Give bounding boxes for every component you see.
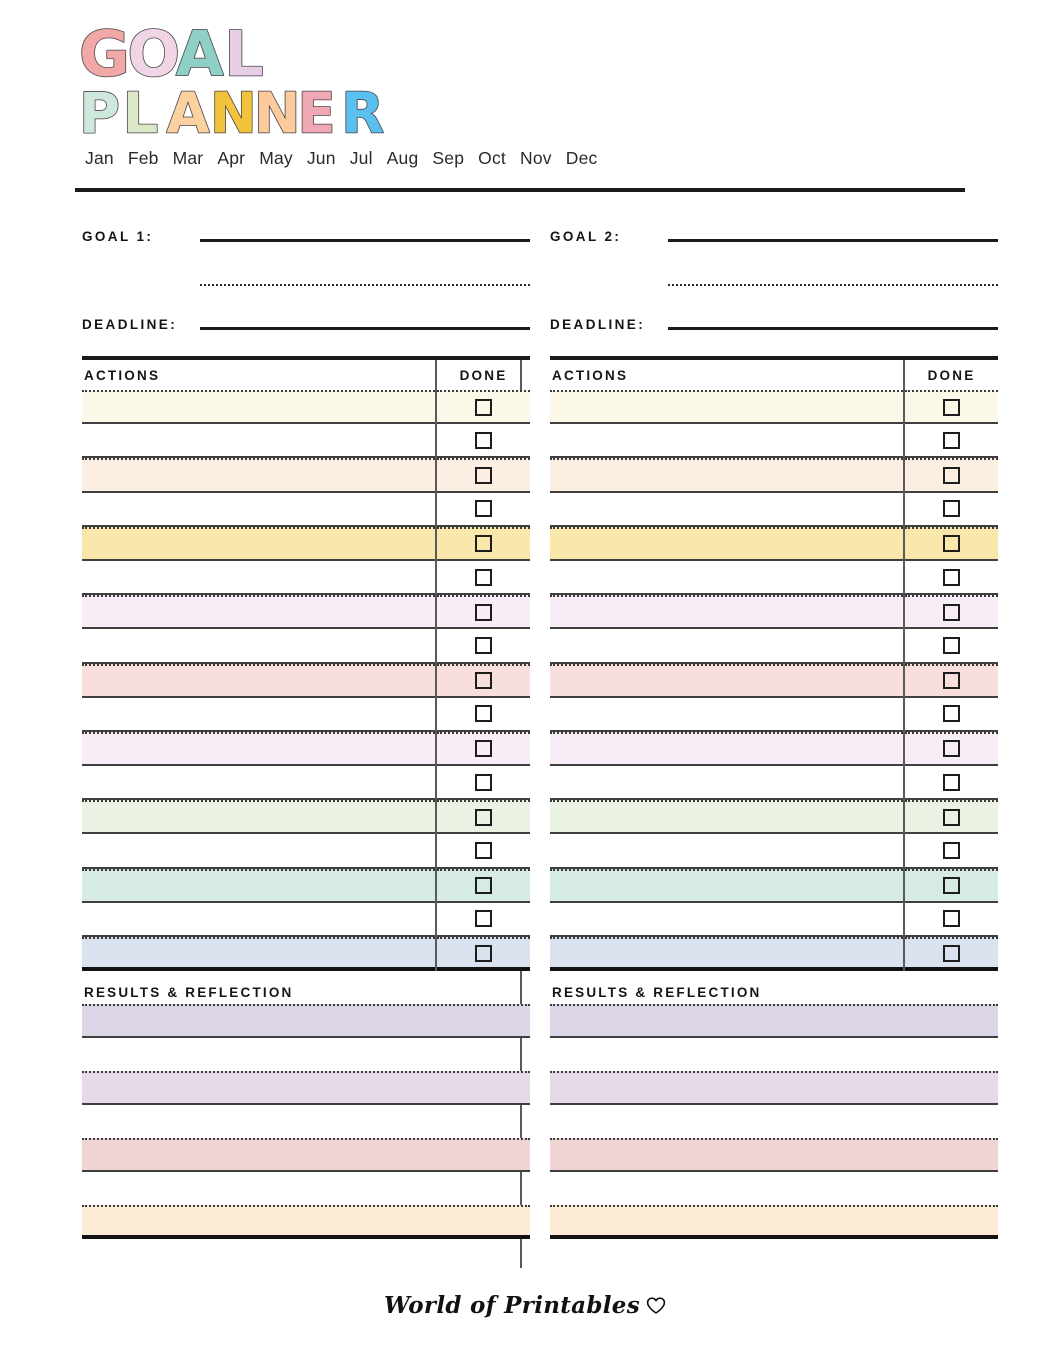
done-checkbox[interactable] [943, 809, 960, 826]
done-checkbox[interactable] [475, 604, 492, 621]
action-input-cell[interactable] [550, 664, 903, 698]
action-row [82, 903, 530, 937]
results-title: RESULTS & REFLECTION [84, 985, 294, 1001]
goal-note-input-line[interactable] [668, 284, 998, 286]
column-header-actions: ACTIONS [552, 367, 629, 383]
done-checkbox[interactable] [943, 637, 960, 654]
done-cell[interactable] [905, 493, 998, 527]
done-checkbox[interactable] [475, 500, 492, 517]
action-input-cell[interactable] [550, 527, 903, 561]
action-row [550, 493, 998, 527]
done-checkbox[interactable] [943, 399, 960, 416]
action-row [82, 629, 530, 663]
done-cell[interactable] [437, 732, 530, 766]
action-input-cell[interactable] [550, 800, 903, 834]
reflection-input-band[interactable] [82, 1071, 530, 1105]
done-cell[interactable] [437, 390, 530, 424]
action-row [550, 424, 998, 458]
action-row [550, 732, 998, 766]
action-row [82, 869, 530, 903]
action-input-cell[interactable] [550, 869, 903, 903]
month-dec[interactable]: Dec [565, 148, 598, 168]
action-input-cell[interactable] [82, 424, 435, 458]
action-input-cell[interactable] [550, 493, 903, 527]
action-input-cell[interactable] [550, 390, 903, 424]
action-row [82, 766, 530, 800]
action-row [550, 834, 998, 868]
done-checkbox[interactable] [475, 467, 492, 484]
goal-note-row [82, 246, 530, 290]
reflection-band-gap [82, 1105, 530, 1138]
done-cell[interactable] [905, 424, 998, 458]
title-letter: L [224, 18, 264, 86]
done-checkbox[interactable] [943, 432, 960, 449]
title-letter: P [79, 81, 121, 142]
month-feb[interactable]: Feb [127, 148, 159, 168]
done-checkbox[interactable] [943, 945, 960, 962]
done-checkbox[interactable] [475, 740, 492, 757]
action-row [550, 800, 998, 834]
reflection-input-band[interactable] [550, 1138, 998, 1172]
action-input-cell[interactable] [82, 561, 435, 595]
goal-label: GOAL 2: [550, 229, 622, 244]
results-reflection-section [82, 985, 530, 1239]
month-jul[interactable]: Jul [349, 148, 373, 168]
done-checkbox[interactable] [475, 432, 492, 449]
title-letter: O [127, 18, 181, 86]
month-sep[interactable]: Sep [432, 148, 465, 168]
done-checkbox[interactable] [475, 842, 492, 859]
done-checkbox[interactable] [943, 535, 960, 552]
month-may[interactable]: May [259, 148, 293, 168]
done-cell[interactable] [437, 903, 530, 937]
done-checkbox[interactable] [475, 774, 492, 791]
actions-table [550, 356, 998, 971]
done-checkbox[interactable] [943, 705, 960, 722]
done-cell[interactable] [905, 629, 998, 663]
action-row [550, 527, 998, 561]
column-header-actions: ACTIONS [84, 367, 161, 383]
done-cell[interactable] [437, 561, 530, 595]
heart-icon [646, 1297, 666, 1315]
deadline-input-line[interactable] [668, 327, 998, 330]
goal-note-input-line[interactable] [200, 284, 530, 286]
action-input-cell[interactable] [550, 629, 903, 663]
done-checkbox[interactable] [475, 535, 492, 552]
title-planner [75, 80, 475, 142]
title-letter: L [122, 81, 159, 142]
action-row [550, 561, 998, 595]
page-header [75, 18, 975, 169]
done-cell[interactable] [437, 527, 530, 561]
action-input-cell[interactable] [82, 458, 435, 492]
action-input-cell[interactable] [82, 390, 435, 424]
reflection-input-band[interactable] [550, 1205, 998, 1239]
done-checkbox[interactable] [943, 604, 960, 621]
title-letter: N [253, 81, 301, 142]
action-row [550, 664, 998, 698]
done-checkbox[interactable] [943, 500, 960, 517]
table-header-row [82, 360, 530, 390]
action-input-cell[interactable] [82, 800, 435, 834]
reflection-band-gap [82, 1172, 530, 1205]
action-row [550, 766, 998, 800]
action-row [82, 424, 530, 458]
done-cell[interactable] [905, 390, 998, 424]
done-cell[interactable] [905, 561, 998, 595]
done-cell[interactable] [437, 664, 530, 698]
done-cell[interactable] [905, 903, 998, 937]
done-checkbox[interactable] [475, 910, 492, 927]
done-cell[interactable] [437, 458, 530, 492]
action-input-cell[interactable] [550, 834, 903, 868]
action-row [82, 390, 530, 424]
action-row [82, 493, 530, 527]
goal-input-line[interactable] [668, 239, 998, 242]
deadline-field-row [82, 300, 530, 334]
done-cell[interactable] [437, 493, 530, 527]
deadline-label: DEADLINE: [550, 317, 646, 332]
done-checkbox[interactable] [475, 399, 492, 416]
action-row [82, 834, 530, 868]
action-row [82, 800, 530, 834]
action-row [82, 458, 530, 492]
done-cell[interactable] [905, 527, 998, 561]
results-title: RESULTS & REFLECTION [552, 985, 762, 1001]
done-cell[interactable] [437, 766, 530, 800]
title-letter: A [175, 18, 224, 86]
action-input-cell[interactable] [82, 903, 435, 937]
action-row [550, 595, 998, 629]
done-checkbox[interactable] [943, 842, 960, 859]
reflection-band-gap [550, 1172, 998, 1205]
title-letter: R [341, 81, 385, 142]
done-cell[interactable] [437, 595, 530, 629]
action-row [82, 595, 530, 629]
action-row [82, 527, 530, 561]
done-cell[interactable] [905, 732, 998, 766]
brand-mark [384, 1292, 666, 1319]
done-cell[interactable] [437, 869, 530, 903]
footer [0, 1292, 1050, 1319]
action-input-cell[interactable] [82, 527, 435, 561]
action-input-cell[interactable] [550, 937, 903, 971]
done-checkbox[interactable] [943, 774, 960, 791]
action-input-cell[interactable] [82, 629, 435, 663]
action-input-cell[interactable] [82, 698, 435, 732]
action-row [550, 869, 998, 903]
action-row [550, 937, 998, 971]
deadline-input-line[interactable] [200, 327, 530, 330]
action-row [82, 937, 530, 971]
done-checkbox[interactable] [475, 809, 492, 826]
goal-label: GOAL 1: [82, 229, 154, 244]
done-cell[interactable] [905, 698, 998, 732]
action-row [550, 629, 998, 663]
done-checkbox[interactable] [943, 740, 960, 757]
action-input-cell[interactable] [82, 937, 435, 971]
title-letter: G [79, 18, 130, 86]
done-checkbox[interactable] [943, 569, 960, 586]
done-checkbox[interactable] [475, 945, 492, 962]
action-input-cell[interactable] [550, 458, 903, 492]
title-letter: E [297, 81, 336, 142]
action-input-cell[interactable] [550, 698, 903, 732]
action-row [82, 732, 530, 766]
reflection-input-band[interactable] [82, 1138, 530, 1172]
table-header-row [550, 360, 998, 390]
title-letter: A [166, 81, 210, 142]
done-cell[interactable] [437, 834, 530, 868]
done-checkbox[interactable] [475, 877, 492, 894]
action-row [82, 664, 530, 698]
done-checkbox[interactable] [943, 910, 960, 927]
done-checkbox[interactable] [943, 672, 960, 689]
brand-name: World of Printables [384, 1292, 640, 1319]
month-oct[interactable]: Oct [478, 148, 506, 168]
done-cell[interactable] [437, 424, 530, 458]
month-mar[interactable]: Mar [172, 148, 204, 168]
columns-container [0, 212, 1050, 1239]
title-goal [75, 18, 475, 86]
goal-input-line[interactable] [200, 239, 530, 242]
action-input-cell[interactable] [550, 732, 903, 766]
month-apr[interactable]: Apr [217, 148, 246, 168]
action-input-cell[interactable] [550, 766, 903, 800]
action-rows [550, 390, 998, 971]
reflection-band-gap [550, 1038, 998, 1071]
action-row [82, 561, 530, 595]
action-row [550, 698, 998, 732]
goal-field-row [550, 212, 998, 246]
action-input-cell[interactable] [82, 595, 435, 629]
done-cell[interactable] [905, 595, 998, 629]
column-header-done: DONE [459, 367, 508, 383]
done-cell[interactable] [437, 800, 530, 834]
header-divider-rule [75, 188, 965, 192]
month-nov[interactable]: Nov [520, 148, 552, 168]
done-cell[interactable] [905, 869, 998, 903]
deadline-field-row [550, 300, 998, 334]
done-cell[interactable] [905, 458, 998, 492]
reflection-input-band[interactable] [550, 1004, 998, 1038]
action-row [550, 903, 998, 937]
reflection-band-gap [550, 1105, 998, 1138]
action-row [550, 390, 998, 424]
action-input-cell[interactable] [82, 766, 435, 800]
done-cell[interactable] [437, 937, 530, 971]
goal-note-row [550, 246, 998, 290]
done-checkbox[interactable] [943, 467, 960, 484]
title-letter: N [210, 81, 257, 142]
done-checkbox[interactable] [475, 569, 492, 586]
action-row [82, 698, 530, 732]
month-aug[interactable]: Aug [386, 148, 419, 168]
reflection-input-band[interactable] [82, 1205, 530, 1239]
month-jun[interactable]: Jun [306, 148, 336, 168]
reflection-band-gap [82, 1038, 530, 1071]
done-cell[interactable] [905, 766, 998, 800]
done-checkbox[interactable] [475, 672, 492, 689]
results-reflection-section [550, 985, 998, 1239]
action-input-cell[interactable] [550, 903, 903, 937]
done-checkbox[interactable] [943, 877, 960, 894]
action-input-cell[interactable] [550, 595, 903, 629]
action-input-cell[interactable] [82, 664, 435, 698]
action-input-cell[interactable] [82, 834, 435, 868]
reflection-input-band[interactable] [82, 1004, 530, 1038]
goal-column-1 [82, 212, 530, 1239]
done-cell[interactable] [437, 698, 530, 732]
action-input-cell[interactable] [82, 869, 435, 903]
done-cell[interactable] [437, 629, 530, 663]
actions-table [82, 356, 530, 971]
action-rows [82, 390, 530, 971]
action-input-cell[interactable] [82, 493, 435, 527]
action-input-cell[interactable] [550, 561, 903, 595]
month-selector[interactable] [85, 148, 975, 169]
goal-field-row [82, 212, 530, 246]
action-input-cell[interactable] [550, 424, 903, 458]
action-input-cell[interactable] [82, 732, 435, 766]
goal-column-2 [550, 212, 998, 1239]
reflection-input-band[interactable] [550, 1071, 998, 1105]
month-jan[interactable]: Jan [85, 148, 114, 168]
column-header-done: DONE [927, 367, 976, 383]
done-cell[interactable] [905, 834, 998, 868]
done-cell[interactable] [905, 800, 998, 834]
deadline-label: DEADLINE: [82, 317, 178, 332]
done-cell[interactable] [905, 937, 998, 971]
action-row [550, 458, 998, 492]
done-cell[interactable] [905, 664, 998, 698]
done-checkbox[interactable] [475, 637, 492, 654]
done-checkbox[interactable] [475, 705, 492, 722]
